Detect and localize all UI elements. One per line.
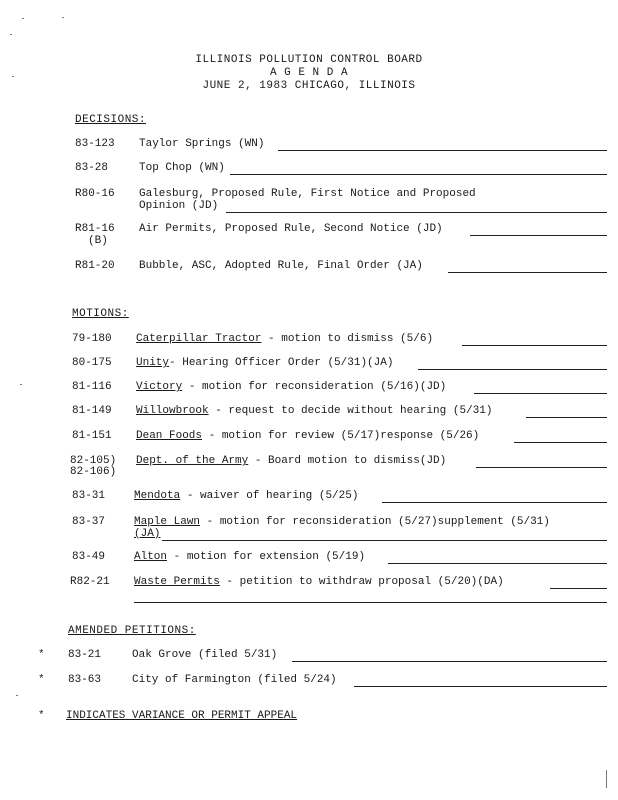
- footnote: [0, 710, 618, 726]
- party-name: Maple Lawn: [134, 516, 201, 528]
- docket-number-second: 82-106): [70, 466, 117, 478]
- docket-number: R81-20: [75, 260, 115, 272]
- decision-item: [0, 223, 618, 247]
- docket-number: 83-21: [68, 649, 102, 661]
- party-name: Dept. of the Army: [136, 455, 249, 467]
- motion-item: [0, 576, 618, 592]
- signature-line: [292, 661, 607, 662]
- signature-line: [476, 467, 607, 468]
- item-text: [134, 576, 504, 588]
- decisions-heading: DECISIONS:: [75, 114, 147, 126]
- motions-heading: MOTIONS:: [72, 308, 129, 320]
- signature-line: [382, 502, 607, 503]
- signature-line: [230, 174, 607, 175]
- decision-item: [0, 188, 618, 212]
- item-text: [136, 455, 446, 467]
- signature-line: [474, 393, 607, 394]
- signature-line: [278, 150, 607, 151]
- motion-item: [0, 357, 618, 373]
- docket-number: 80-175: [72, 357, 112, 369]
- item-text: Oak Grove (filed 5/31): [132, 649, 278, 661]
- decision-item: [0, 138, 618, 154]
- docket-number: 83-31: [72, 490, 106, 502]
- item-text: [136, 381, 446, 393]
- motion-item: [0, 455, 618, 478]
- party-name: Dean Foods: [136, 430, 203, 442]
- motion-description: - Board motion to dismiss(JD): [248, 455, 447, 467]
- decision-item: [0, 260, 618, 276]
- docket-number: R82-21: [70, 576, 110, 588]
- item-text: [136, 430, 479, 442]
- signature-line: [226, 212, 607, 213]
- motion-item: [0, 405, 618, 421]
- docket-number: R81-16: [75, 223, 115, 235]
- item-text: Galesburg, Proposed Rule, First Notice and Proposed: [139, 188, 476, 200]
- item-text: Air Permits, Proposed Rule, Second Notice (JD): [139, 223, 443, 235]
- party-name: Mendota: [134, 490, 181, 502]
- item-text-continued: (JA): [134, 528, 161, 540]
- item-text: City of Farmington (filed 5/24): [132, 674, 337, 686]
- party-name: Caterpillar Tractor: [136, 333, 262, 345]
- signature-line: [462, 345, 607, 346]
- variance-marker: *: [38, 674, 45, 686]
- footnote-text: INDICATES VARIANCE OR PERMIT APPEAL: [66, 710, 298, 722]
- motion-item: [0, 516, 618, 540]
- item-text: [136, 333, 433, 345]
- item-text: [134, 516, 550, 528]
- agenda-title: A G E N D A: [269, 67, 349, 79]
- docket-number: 81-149: [72, 405, 112, 417]
- motion-item: [0, 333, 618, 349]
- board-title: ILLINOIS POLLUTION CONTROL BOARD: [195, 54, 423, 66]
- item-text: [136, 357, 393, 369]
- docket-number: 83-49: [72, 551, 106, 563]
- signature-line: [514, 442, 607, 443]
- docket-number: 83-37: [72, 516, 106, 528]
- motion-item: [0, 381, 618, 397]
- motion-description: - motion for reconsideration (5/27)supplement (5/31): [200, 516, 550, 528]
- motion-item: [0, 490, 618, 506]
- amended-petitions-heading: AMENDED PETITIONS:: [68, 625, 196, 637]
- motion-description: - motion to dismiss (5/6): [261, 333, 434, 345]
- party-name: Unity: [136, 357, 170, 369]
- motion-description: - motion for reconsideration (5/16)(JD): [182, 381, 447, 393]
- motion-description: - petition to withdraw proposal (5/20)(DA): [219, 576, 504, 588]
- petition-item: [0, 674, 618, 690]
- variance-marker: *: [38, 649, 45, 661]
- docket-number: 83-123: [75, 138, 115, 150]
- docket-number: 83-28: [75, 162, 109, 174]
- scan-speck: [606, 770, 607, 788]
- docket-number: 81-116: [72, 381, 112, 393]
- signature-line: [550, 588, 607, 589]
- decision-item: [0, 162, 618, 178]
- meeting-date-location: JUNE 2, 1983 CHICAGO, ILLINOIS: [202, 80, 416, 92]
- motion-item: [0, 430, 618, 446]
- scan-speck: [22, 18, 24, 19]
- docket-number: 82-105): [70, 455, 117, 467]
- signature-line: [354, 686, 607, 687]
- item-text: Top Chop (WN): [139, 162, 225, 174]
- motion-description: - motion for review (5/17)response (5/26): [202, 430, 480, 442]
- party-name: Alton: [134, 551, 168, 563]
- petition-item: [0, 649, 618, 665]
- docket-suffix: (B): [88, 235, 108, 247]
- party-name: Waste Permits: [134, 576, 220, 588]
- scan-speck: [16, 695, 18, 696]
- signature-line: [448, 272, 607, 273]
- footnote-marker: *: [38, 710, 45, 722]
- signature-line: [526, 417, 607, 418]
- signature-line: [388, 563, 607, 564]
- motion-item: [0, 551, 618, 567]
- item-text: Bubble, ASC, Adopted Rule, Final Order (JA): [139, 260, 423, 272]
- motion-description: - motion for extension (5/19): [167, 551, 366, 563]
- party-name: Victory: [136, 381, 183, 393]
- docket-number: R80-16: [75, 188, 115, 200]
- signature-line: [134, 602, 607, 603]
- signature-line: [418, 369, 607, 370]
- scan-speck: [10, 34, 12, 35]
- signature-line: [470, 235, 607, 236]
- item-text: Taylor Springs (WN): [139, 138, 265, 150]
- docket-number: 79-180: [72, 333, 112, 345]
- motion-description: - waiver of hearing (5/25): [180, 490, 359, 502]
- docket-number: 81-151: [72, 430, 112, 442]
- item-text-continued: Opinion (JD): [139, 200, 219, 212]
- item-text: [134, 551, 365, 563]
- motion-description: - request to decide without hearing (5/31): [208, 405, 493, 417]
- motion-description: - Hearing Officer Order (5/31)(JA): [169, 357, 394, 369]
- docket-number: 83-63: [68, 674, 102, 686]
- item-text: [134, 490, 358, 502]
- scan-speck: [62, 17, 64, 18]
- party-name: Willowbrook: [136, 405, 209, 417]
- signature-line: [162, 540, 607, 541]
- item-text: [136, 405, 492, 417]
